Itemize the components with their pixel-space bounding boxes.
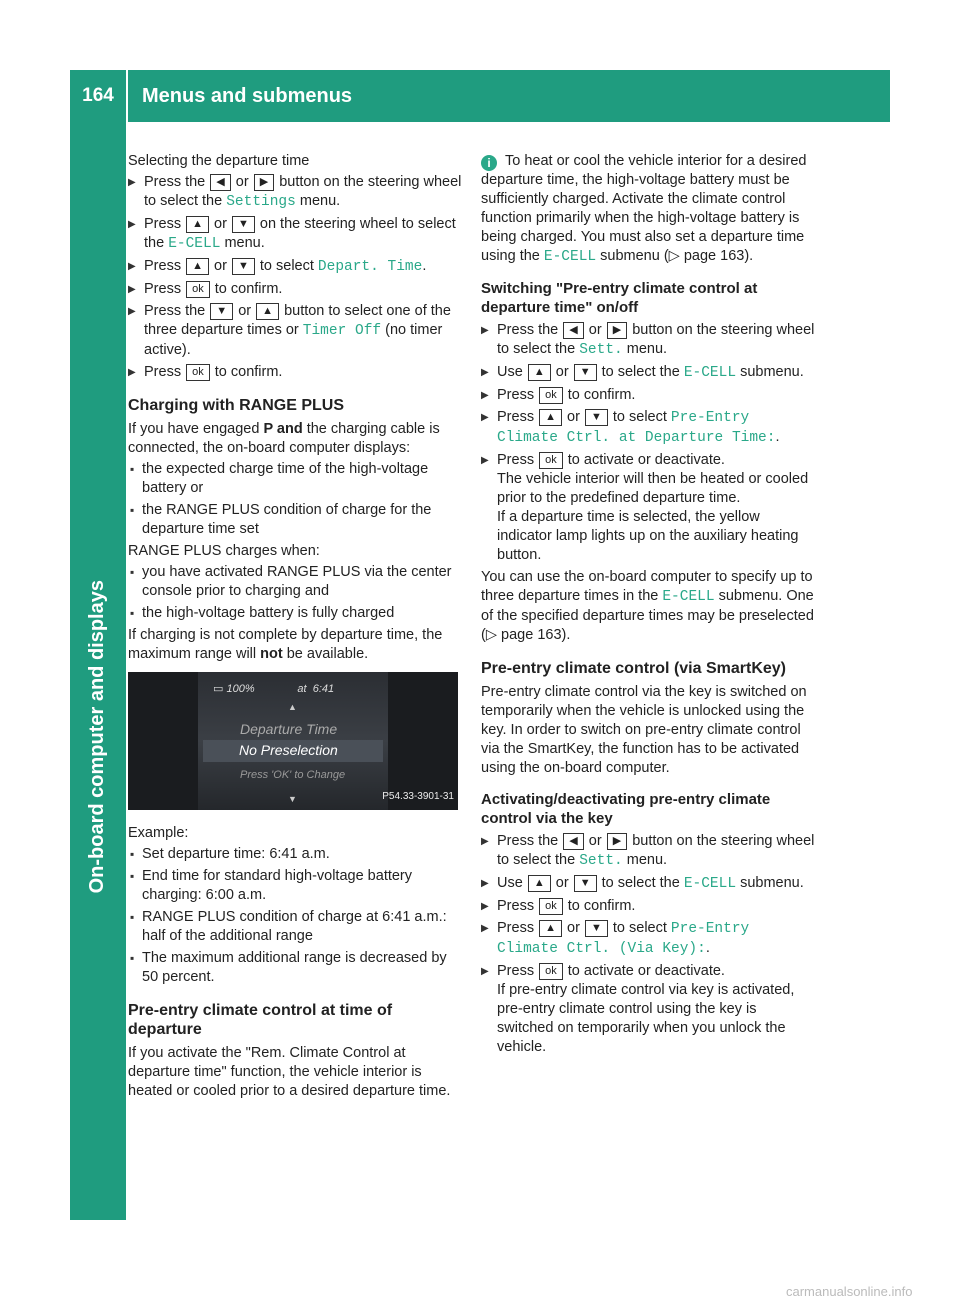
bullet-item: ▪ the high-voltage battery is fully charged [128,604,462,623]
right-arrow-key-icon: ▶ [607,322,627,339]
menu-e-cell: E-CELL [168,236,221,252]
menu-pre-entry-via-key: Pre-Entry Climate Ctrl. (Via Key): [497,921,750,957]
menu-e-cell: E-CELL [683,876,737,892]
step: ▶ Press ok to confirm. [481,386,815,405]
step: ▶ Press ▲ or ▼ to select Pre-Entry Climate Ctrl. at Departure Time:. [481,408,815,448]
bullet-item: ▪ the RANGE PLUS condition of charge for the departure time set [128,501,462,539]
image-reference: P54.33-3901-31 [382,791,454,802]
up-arrow-key-icon: ▲ [539,409,562,426]
menu-depart-time: Depart. Time [317,259,423,275]
menu-sett: Sett. [579,342,623,358]
down-arrow-key-icon: ▼ [585,920,608,937]
paragraph: RANGE PLUS charges when: [128,543,320,559]
left-arrow-key-icon: ◀ [210,174,230,191]
example-label: Example: [128,825,189,841]
section-heading: Pre-entry climate control (via SmartKey) [481,660,786,677]
sidebar-label-wrap [82,580,112,980]
left-arrow-key-icon: ◀ [563,833,583,850]
step: ▶ Press ▲ or ▼ on the steering wheel to select the E-CELL menu. [128,215,462,254]
up-arrow-key-icon: ▲ [528,364,551,381]
column-right [481,152,815,1060]
right-arrow-key-icon: ▶ [254,174,274,191]
step: ▶ Press the ◀ or ▶ button on the steering wheel to select the Settings menu. [128,173,462,212]
step: ▶ Press ok to activate or deactivate. If pre-entry climate control via key is activated, pre-entry climate control using the key is switched on temporarily when you unlock the vehicle. [481,962,815,1057]
menu-timer-off: Timer Off [302,323,382,339]
info-note: i To heat or cool the vehicle interior for a desired departure time, the high-voltage battery must be sufficiently charged. Activate the climate control function primarily when the high-voltage battery is being charged. You must also set a departure time using the E-CELL submenu (▷ page 163). [481,153,807,265]
display-selected-row [203,740,383,762]
up-arrow-key-icon: ▲ [539,920,562,937]
column-left [128,152,462,1103]
scroll-down-icon: ▼ [288,794,297,804]
section-heading: Switching "Pre-entry climate control at departure time" on/off [481,280,758,316]
menu-e-cell: E-CELL [543,249,597,265]
battery-icon: ▭ [213,683,224,695]
ok-key-icon: ok [539,898,563,915]
display-line-preselection: No Preselection [239,742,338,758]
section-heading: Charging with RANGE PLUS [128,397,344,414]
up-arrow-key-icon: ▲ [256,303,279,320]
intro-text: Selecting the departure time [128,153,310,169]
paragraph: If charging is not complete by departure time, the maximum range will not be available. [128,627,443,662]
section-heading: Activating/deactivating pre-entry climate control via the key [481,791,771,827]
right-arrow-key-icon: ▶ [607,833,627,850]
step: ▶ Press ▲ or ▼ to select Depart. Time. [128,257,462,277]
paragraph: If you have engaged P and the charging cable is connected, the on-board computer displays: [128,421,440,456]
ok-key-icon: ok [539,963,563,980]
bullet-item: ▪ the expected charge time of the high-voltage battery or [128,460,462,498]
menu-e-cell: E-CELL [662,589,715,605]
bullet-item: ▪ The maximum additional range is decreased by 50 percent. [128,949,462,987]
up-arrow-key-icon: ▲ [528,875,551,892]
display-line-departure: Departure Time [240,721,338,737]
header-divider [126,70,128,122]
display-line-hint: Press 'OK' to Change [240,769,346,781]
display-status-line: ▭ 100% at 6:41 [213,683,335,695]
menu-sett: Sett. [579,853,623,869]
section-heading: Pre-entry climate control at time of departure [128,1002,393,1038]
step: ▶ Press ok to confirm. [128,363,462,382]
paragraph: Pre-entry climate control via the key is switched on temporarily when the vehicle is unlocked using the key. In order to switch on pre-entry climate control via the SmartKey, the function has to be activated using the on-board computer. [481,684,807,776]
step: ▶ Press ▲ or ▼ to select Pre-Entry Climate Ctrl. (Via Key):. [481,919,815,959]
ok-key-icon: ok [186,281,210,298]
ok-key-icon: ok [186,364,210,381]
down-arrow-key-icon: ▼ [574,364,597,381]
down-arrow-key-icon: ▼ [574,875,597,892]
page-title: Menus and submenus [142,85,353,107]
up-arrow-key-icon: ▲ [186,216,209,233]
page-number: 164 [82,85,114,106]
left-arrow-key-icon: ◀ [563,322,583,339]
down-arrow-key-icon: ▼ [210,303,233,320]
page-ref-arrow-icon: ▷ [668,248,680,264]
step: ▶ Use ▲ or ▼ to select the E-CELL submenu. [481,363,815,383]
step: ▶ Press the ▼ or ▲ button to select one of the three departure times or Timer Off (no timer active). [128,302,462,360]
step: ▶ Press ok to confirm. [128,280,462,299]
menu-e-cell: E-CELL [683,365,737,381]
up-arrow-key-icon: ▲ [186,258,209,275]
sidebar-label: On-board computer and displays [86,580,108,894]
scroll-up-icon: ▲ [288,702,297,712]
ok-key-icon: ok [539,387,563,404]
display-screenshot [128,672,458,810]
step: ▶ Press the ◀ or ▶ button on the steering wheel to select the Sett. menu. [481,832,815,871]
down-arrow-key-icon: ▼ [232,258,255,275]
step: ▶ Press the ◀ or ▶ button on the steering wheel to select the Sett. menu. [481,321,815,360]
bullet-item: ▪ you have activated RANGE PLUS via the center console prior to charging and [128,563,462,601]
paragraph: You can use the on-board computer to specify up to three departure times in the E-CELL submenu. One of the specified departure times may be preselected (▷ page 163). [481,569,814,643]
down-arrow-key-icon: ▼ [585,409,608,426]
bullet-item: ▪ Set departure time: 6:41 a.m. [128,845,462,864]
step: ▶ Use ▲ or ▼ to select the E-CELL submenu. [481,874,815,894]
bullet-item: ▪ End time for standard high-voltage battery charging: 6:00 a.m. [128,867,462,905]
menu-pre-entry-departure: Pre-Entry Climate Ctrl. at Departure Time: [497,410,776,446]
info-icon: i [481,155,497,171]
step: ▶ Press ok to activate or deactivate. The vehicle interior will then be heated or cooled prior to the predefined departure time. If a departure time is selected, the yellow indicator lamp lights up on the auxiliary heating button. [481,451,815,565]
down-arrow-key-icon: ▼ [232,216,255,233]
paragraph: If you activate the "Rem. Climate Control at departure time" function, the vehicle interior is heated or cooled prior to a desired departure time. [128,1045,451,1099]
bullet-item: ▪ RANGE PLUS condition of charge at 6:41 a.m.: half of the additional range [128,908,462,946]
ok-key-icon: ok [539,452,563,469]
menu-settings: Settings [226,194,296,210]
step: ▶ Press ok to confirm. [481,897,815,916]
footer-watermark: carmanualsonline.info [786,1284,913,1299]
page-ref-arrow-icon: ▷ [485,627,497,643]
